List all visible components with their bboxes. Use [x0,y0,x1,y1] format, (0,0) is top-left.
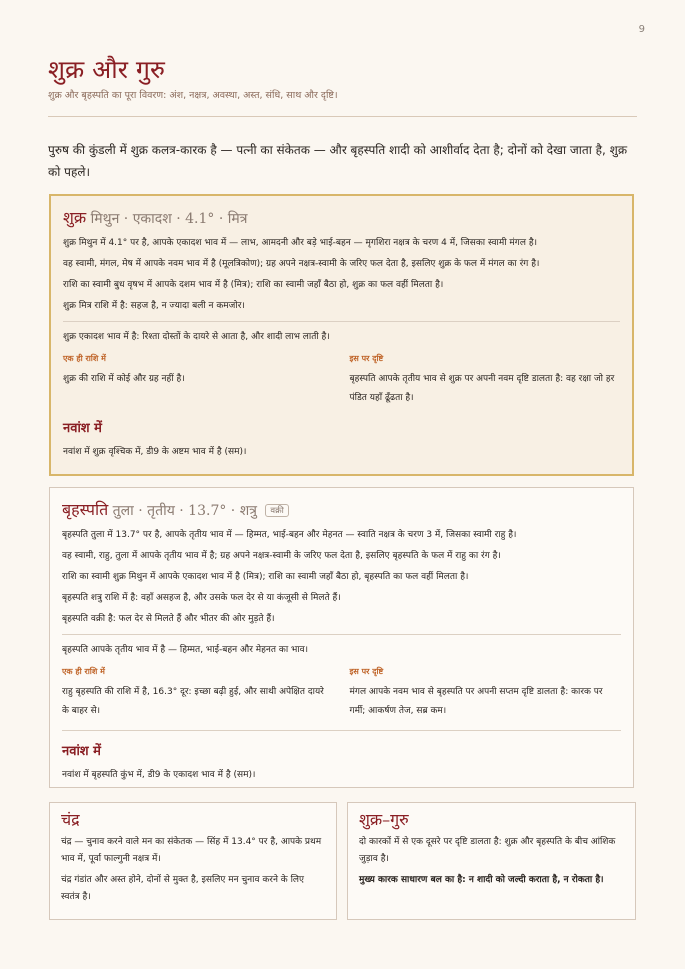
jupiter-meta: तुला · तृतीय · 13.7° · शत्रु [112,503,257,519]
retrograde-badge: वक्री [265,504,288,517]
jupiter-same-sign-heading: एक ही राशि में [62,667,105,676]
venus-aspect-heading: इस पर दृष्टि [349,354,384,363]
jupiter-aspect-heading: इस पर दृष्टि [349,667,384,676]
moon-text-1: चंद्र — चुनाव करने वाले मन का संकेतक — सिंह में 13.4° पर है, आपके प्रथम भाव में, पूर्वा फाल्गुनी नक्षत्र में। [61,837,322,864]
venus-card-header [63,206,620,228]
jupiter-card-header [62,498,621,520]
divider [62,730,621,731]
venus-jupiter-title: शुक्र–गुरु [359,810,409,829]
jupiter-line-1: बृहस्पति तुला में 13.7° पर है, आपके तृतीय भाव में — हिम्मत, भाई-बहन और मेहनत — स्वाति नक्षत्र के चरण 3 में, जिसका स्वामी राहु है। [62,530,517,540]
jupiter-planet-name: बृहस्पति [62,500,109,519]
venus-navamsa-text: नवांश में शुक्र वृश्चिक में, डी9 के अष्टम भाव में है (सम)। [63,447,247,457]
venus-line-2: वह स्वामी, मंगल, मेष में आपके नवम भाव में है (मूलत्रिकोण); ग्रह अपने नक्षत्र-स्वामी के जरिए फल देता है, इसलिए शुक्र के फल में मंगल का रंग है। [63,259,540,269]
venus-line-4: शुक्र मित्र राशि में है: सहज है, न ज्यादा बली न कमजोर। [63,301,245,311]
title-divider [48,116,637,117]
venus-meta: मिथुन · एकादश · 4.1° · मित्र [90,211,248,227]
venus-house-line: शुक्र एकादश भाव में है: रिश्ता दोस्तों के दायरे से आता है, और शादी लाभ लाती है। [63,332,330,342]
jupiter-line-5: बृहस्पति वक्री है: फल देर से मिलते हैं और भीतर की ओर मुड़ते हैं। [62,614,275,624]
moon-text-2: चंद्र गंडांत और अस्त होने, दोनों से मुक्त है, इसलिए मन चुनाव करने के लिए स्वतंत्र है। [61,875,304,902]
jupiter-aspect-text: मंगल आपके नवम भाव से बृहस्पति पर अपनी सप्तम दृष्टि डालता है: कारक पर गर्मी; आकर्षण तेज, सब्र कम। [349,687,603,716]
venus-jupiter-text-2: मुख्य कारक साधारण बल का है: न शादी को जल्दी कराता है, न रोकता है। [359,875,604,885]
page-number: 9 [638,24,645,35]
page-title: शुक्र और गुरु [48,55,165,84]
moon-title: चंद्र [61,810,80,829]
jupiter-same-sign-text: राहु बृहस्पति की राशि में है, 16.3° दूर: इच्छा बढ़ी हुई, और साथी अपेक्षित दायरे के बाहर से। [62,687,324,716]
jupiter-navamsa-text: नवांश में बृहस्पति कुंभ में, डी9 के एकादश भाव में है (सम)। [62,770,256,780]
jupiter-house-line: बृहस्पति आपके तृतीय भाव में है — हिम्मत, भाई-बहन और मेहनत का भाव। [62,645,309,655]
divider [62,634,621,635]
jupiter-card [49,487,634,788]
venus-same-sign-text: शुक्र की राशि में कोई और ग्रह नहीं है। [63,374,185,384]
jupiter-navamsa-heading: नवांश में [62,744,101,759]
venus-navamsa-heading: नवांश में [63,421,102,436]
venus-card [49,194,634,476]
venus-same-sign-heading: एक ही राशि में [63,354,106,363]
jupiter-line-2: वह स्वामी, राहु, तुला में आपके तृतीय भाव में है; ग्रह अपने नक्षत्र-स्वामी के जरिए फल देता है, इसलिए बृहस्पति के फल में राहु का रंग है। [62,551,501,561]
venus-planet-name: शुक्र [63,208,87,227]
venus-line-1: शुक्र मिथुन में 4.1° पर है, आपके एकादश भाव में — लाभ, आमदनी और बड़े भाई-बहन — मृगशिरा नक्षत्र के चरण 4 में, जिसका स्वामी मंगल है। [63,238,538,248]
page-subtitle: शुक्र और बृहस्पति का पूरा विवरण: अंश, नक्षत्र, अवस्था, अस्त, संधि, साथ और दृष्टि। [48,90,338,101]
venus-jupiter-card [347,802,636,920]
moon-card [49,802,337,920]
jupiter-line-4: बृहस्पति शत्रु राशि में है: वहाँ असहज है, और उसके फल देर से या कंजूसी से मिलते हैं। [62,593,341,603]
jupiter-line-3: राशि का स्वामी शुक्र मिथुन में आपके एकादश भाव में है (मित्र); राशि का स्वामी जहाँ बैठा हो, बृहस्पति का फल वहीं मिलता है। [62,572,469,582]
venus-details [63,353,620,408]
jupiter-details [62,666,621,721]
venus-line-3: राशि का स्वामी बुध वृषभ में आपके दशम भाव में है (मित्र); राशि का स्वामी जहाँ बैठा हो, शुक्र का फल वहीं मिलता है। [63,280,444,290]
venus-aspect-text: बृहस्पति आपके तृतीय भाव से शुक्र पर अपनी नवम दृष्टि डालता है: वह रक्षा जो हर पंडित यहाँ ढूँढता है। [349,374,615,403]
divider [63,321,620,322]
intro-paragraph: पुरुष की कुंडली में शुक्र कलत्र-कारक है — पत्नी का संकेतक — और बृहस्पति शादी को आशीर्वाद देता है; दोनों को देखा जाता है, शुक्र को पहले। [48,143,628,179]
venus-jupiter-text-1: दो कारकों में से एक दूसरे पर दृष्टि डालता है: शुक्र और बृहस्पति के बीच आंशिक जुड़ाव है। [359,837,616,864]
